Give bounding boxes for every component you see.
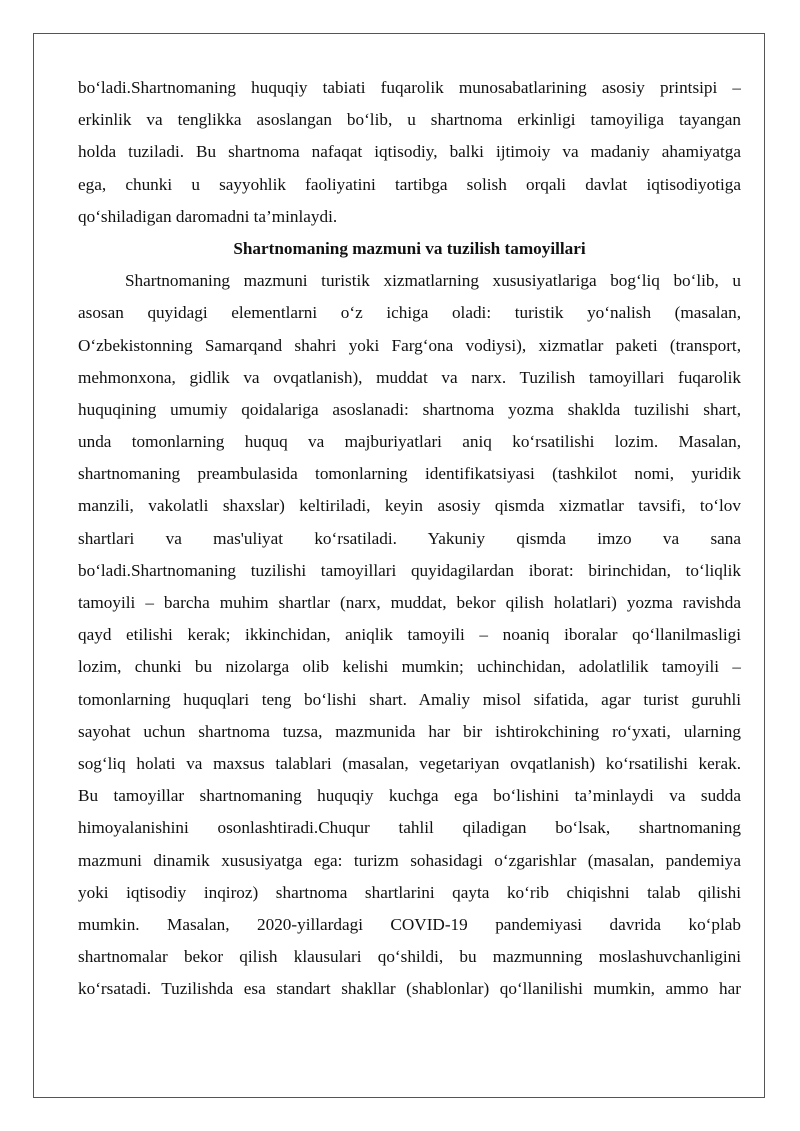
- text-line: O‘zbekistonning Samarqand shahri yoki Farg‘ona vodiysi), xizmatlar paketi (transport,: [78, 335, 741, 355]
- text-line: bo‘ladi.Shartnomaning tuzilishi tamoyillari quyidagilardan iborat: birinchidan, to‘liqlik: [78, 560, 741, 580]
- text-line: asosan quyidagi elementlarni o‘z ichiga oladi: turistik yo‘nalish (masalan,: [78, 303, 741, 323]
- text-line: mehmonxona, gidlik va ovqatlanish), muddat va narx. Tuzilish tamoyillari fuqarolik: [78, 367, 741, 387]
- text-line: mazmuni dinamik xususiyatga ega: turizm sohasidagi o‘zgarishlar (masalan, pandemiya: [78, 850, 741, 870]
- text-line: shartnomaning preambulasida tomonlarning identifikatsiyasi (tashkilot nomi, yuridik: [78, 464, 741, 484]
- document-body: [78, 72, 741, 1005]
- text-line: yoki iqtisodiy inqiroz) shartnoma shartlarini qayta ko‘rib chiqishni talab qilishi: [78, 882, 741, 902]
- text-line: manzili, vakolatli shaxslar) keltiriladi, keyin asosiy qismda xizmatlar tavsifi, to‘lov: [78, 496, 741, 516]
- text-line: mumkin. Masalan, 2020-yillardagi COVID-19 pandemiyasi davrida ko‘plab: [78, 914, 741, 934]
- text-line: unda tomonlarning huquq va majburiyatlari aniq ko‘rsatilishi lozim. Masalan,: [78, 432, 741, 452]
- text-line: qayd etilishi kerak; ikkinchidan, aniqlik tamoyili – noaniq iboralar qo‘llanilmasligi: [78, 625, 741, 645]
- text-line: tomonlarning huquqlari teng bo‘lishi shart. Amaliy misol sifatida, agar turist guruhli: [78, 689, 741, 709]
- text-line: Shartnomaning mazmuni turistik xizmatlarning xususiyatlariga bog‘liq bo‘lib, u: [125, 271, 741, 291]
- section-heading: Shartnomaning mazmuni va tuzilish tamoyillari: [233, 238, 586, 258]
- text-line: qo‘shiladigan daromadni ta’minlaydi.: [78, 206, 338, 226]
- paragraph-main: [78, 265, 741, 1005]
- text-line: ko‘rsatadi. Tuzilishda esa standart shakllar (shablonlar) qo‘llanilishi mumkin, ammo har: [78, 979, 741, 999]
- text-line: shartnomalar bekor qilish klausulari qo‘shildi, bu mazmunning moslashuvchanligini: [78, 947, 741, 967]
- text-line: sog‘liq holati va maxsus talablari (masalan, vegetariyan ovqatlanish) ko‘rsatilishi kerak.: [78, 753, 741, 773]
- text-line: ega, chunki u sayyohlik faoliyatini tartibga solish orqali davlat iqtisodiyotiga: [78, 174, 741, 194]
- paragraph-intro: [78, 72, 741, 233]
- text-line: sayohat uchun shartnoma tuzsa, mazmunida har bir ishtirokchining ro‘yxati, ularning: [78, 721, 741, 741]
- text-line: lozim, chunki bu nizolarga olib kelishi mumkin; uchinchidan, adolatlilik tamoyili –: [78, 657, 741, 677]
- text-line: holda tuziladi. Bu shartnoma nafaqat iqtisodiy, balki ijtimoiy va madaniy ahamiyatga: [78, 142, 741, 162]
- text-line: shartlari va mas'uliyat ko‘rsatiladi. Yakuniy qismda imzo va sana: [78, 528, 741, 548]
- text-line: erkinlik va tenglikka asoslangan bo‘lib, u shartnoma erkinligi tamoyiliga tayangan: [78, 110, 741, 130]
- text-line: Bu tamoyillar shartnomaning huquqiy kuchga ega bo‘lishini ta’minlaydi va sudda: [78, 786, 741, 806]
- text-line: huquqining umumiy qoidalariga asoslanadi: shartnoma yozma shaklda tuzilishi shart,: [78, 399, 741, 419]
- text-line: bo‘ladi.Shartnomaning huquqiy tabiati fuqarolik munosabatlarining asosiy printsipi –: [78, 78, 741, 97]
- text-line: tamoyili – barcha muhim shartlar (narx, muddat, bekor qilish holatlari) yozma ravishda: [78, 593, 741, 612]
- text-line: himoyalanishini osonlashtiradi.Chuqur tahlil qiladigan bo‘lsak, shartnomaning: [78, 818, 741, 838]
